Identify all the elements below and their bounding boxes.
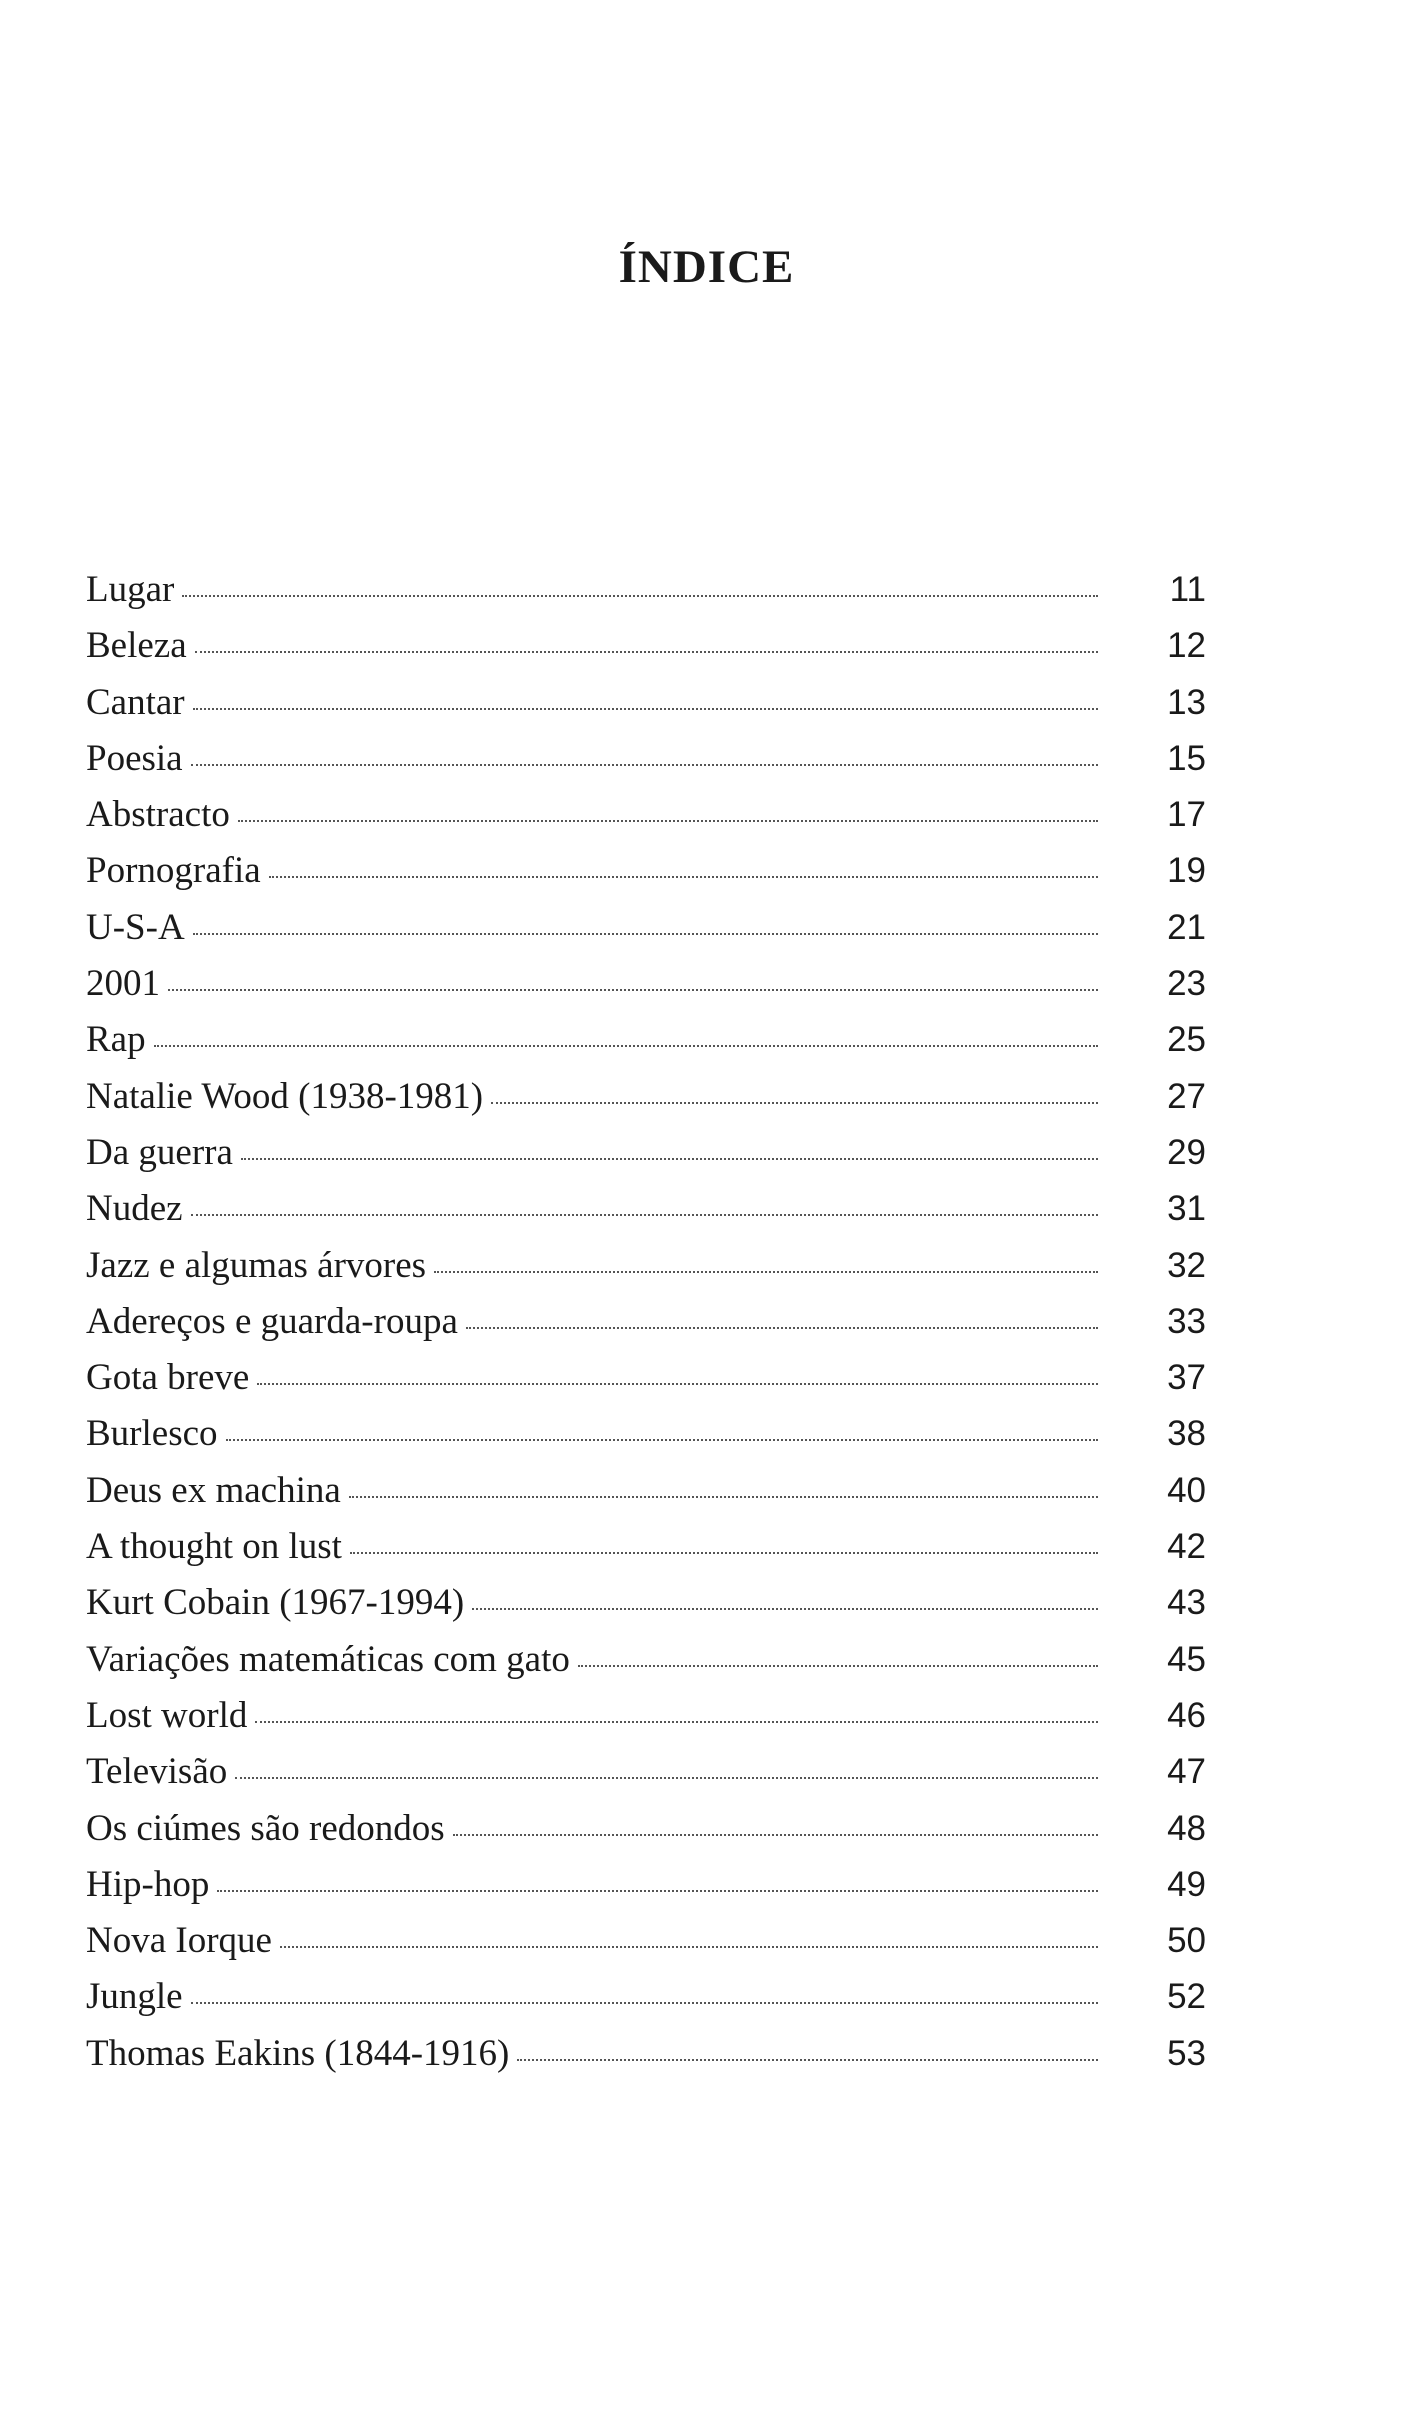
toc-entry-page-number: 50 xyxy=(1167,1921,1206,1961)
toc-entry-page-number: 52 xyxy=(1167,1977,1206,2017)
dot-leader xyxy=(191,764,1098,766)
toc-entry xyxy=(86,1575,1206,1631)
toc-entry-title: A thought on lust xyxy=(86,1526,342,1568)
toc-entry-page-number: 40 xyxy=(1167,1470,1206,1510)
toc-entry-page-number: 17 xyxy=(1167,795,1206,835)
dot-leader xyxy=(269,876,1098,878)
toc-entry-page-number: 47 xyxy=(1167,1752,1206,1792)
toc-entry-page-number: 46 xyxy=(1167,1695,1206,1735)
toc-entry xyxy=(86,1294,1206,1350)
toc-entry-page-number: 53 xyxy=(1167,2033,1206,2073)
dot-leader xyxy=(238,820,1098,822)
toc-entry-page-number: 45 xyxy=(1167,1639,1206,1679)
toc-entry xyxy=(86,1857,1206,1913)
toc-entry-title: Kurt Cobain (1967-1994) xyxy=(86,1582,465,1624)
toc-entry-title: Os ciúmes são redondos xyxy=(86,1807,445,1849)
toc-entry xyxy=(86,1181,1206,1237)
dot-leader xyxy=(350,1552,1098,1554)
dot-leader xyxy=(195,651,1098,653)
toc-entry-title: Burlesco xyxy=(86,1413,218,1455)
toc-entry xyxy=(86,1012,1206,1068)
toc-entry-title: Variações matemáticas com gato xyxy=(86,1638,570,1680)
toc-entry-page-number: 11 xyxy=(1169,570,1206,609)
toc-entry xyxy=(86,2026,1206,2082)
toc-entry xyxy=(86,1350,1206,1406)
toc-entry-title: U-S-A xyxy=(86,906,185,948)
toc-entry-page-number: 25 xyxy=(1167,1020,1206,1060)
toc-entry-title: Cantar xyxy=(86,681,185,723)
toc-entry xyxy=(86,900,1206,956)
toc-entry xyxy=(86,1744,1206,1800)
toc-entry-page-number: 33 xyxy=(1167,1301,1206,1341)
toc-entry xyxy=(86,1463,1206,1519)
dot-leader xyxy=(434,1271,1098,1273)
toc-entry-page-number: 43 xyxy=(1167,1583,1206,1623)
dot-leader xyxy=(193,708,1098,710)
toc-entry xyxy=(86,1069,1206,1125)
toc-entry xyxy=(86,1969,1206,2025)
toc-entry xyxy=(86,1125,1206,1181)
toc-entry-title: Jazz e algumas árvores xyxy=(86,1244,427,1286)
dot-leader xyxy=(191,2002,1098,2004)
toc-entry-page-number: 29 xyxy=(1167,1132,1206,1172)
toc-entry-title: Thomas Eakins (1844-1916) xyxy=(86,2032,510,2074)
toc-entry-title: Natalie Wood (1938-1981) xyxy=(86,1075,484,1117)
toc-entry-title: Gota breve xyxy=(86,1357,250,1399)
toc-entry xyxy=(86,1238,1206,1294)
toc-entry xyxy=(86,1913,1206,1969)
toc-entry-page-number: 15 xyxy=(1167,738,1206,778)
dot-leader xyxy=(453,1834,1098,1836)
dot-leader xyxy=(168,989,1098,991)
toc-entry xyxy=(86,562,1206,618)
dot-leader xyxy=(491,1102,1098,1104)
toc-entry xyxy=(86,956,1206,1012)
dot-leader xyxy=(226,1439,1098,1441)
toc-entry-page-number: 27 xyxy=(1167,1076,1206,1116)
dot-leader xyxy=(235,1777,1098,1779)
toc-entry xyxy=(86,675,1206,731)
toc-entry-title: Poesia xyxy=(86,737,183,779)
toc-entry-page-number: 38 xyxy=(1167,1414,1206,1454)
page-title: ÍNDICE xyxy=(618,241,795,294)
dot-leader xyxy=(191,1214,1098,1216)
toc-entry-page-number: 13 xyxy=(1167,682,1206,722)
dot-leader xyxy=(466,1327,1098,1329)
toc-entry-title: Da guerra xyxy=(86,1131,233,1173)
toc-entry-page-number: 49 xyxy=(1167,1864,1206,1904)
dot-leader xyxy=(182,595,1098,597)
dot-leader xyxy=(349,1496,1098,1498)
toc-entry-title: Pornografia xyxy=(86,850,261,892)
dot-leader xyxy=(255,1721,1098,1723)
toc-entry-title: Televisão xyxy=(86,1751,228,1793)
toc-entry-title: Deus ex machina xyxy=(86,1469,341,1511)
dot-leader xyxy=(241,1158,1098,1160)
dot-leader xyxy=(472,1608,1098,1610)
toc-entry-title: Hip-hop xyxy=(86,1863,210,1905)
toc-entry xyxy=(86,1801,1206,1857)
toc-entry-page-number: 48 xyxy=(1167,1808,1206,1848)
dot-leader xyxy=(280,1946,1098,1948)
toc-entry-page-number: 19 xyxy=(1167,851,1206,891)
toc-entry-page-number: 21 xyxy=(1167,907,1206,947)
table-of-contents xyxy=(86,562,1206,2082)
toc-entry-title: Rap xyxy=(86,1019,146,1061)
dot-leader xyxy=(154,1045,1098,1047)
toc-entry-title: Lugar xyxy=(86,569,175,610)
toc-entry-page-number: 31 xyxy=(1167,1189,1206,1229)
toc-entry xyxy=(86,1519,1206,1575)
toc-entry-title: Beleza xyxy=(86,625,187,667)
dot-leader xyxy=(517,2059,1098,2061)
toc-entry xyxy=(86,787,1206,843)
toc-entry-title: Nova Iorque xyxy=(86,1920,272,1962)
toc-entry-page-number: 12 xyxy=(1167,626,1206,666)
toc-entry-title: 2001 xyxy=(86,963,160,1005)
toc-entry xyxy=(86,1632,1206,1688)
toc-entry-page-number: 42 xyxy=(1167,1527,1206,1567)
toc-entry-page-number: 32 xyxy=(1167,1245,1206,1285)
toc-entry xyxy=(86,1688,1206,1744)
toc-entry-title: Adereços e guarda-roupa xyxy=(86,1300,458,1342)
dot-leader xyxy=(217,1890,1098,1892)
toc-entry xyxy=(86,843,1206,899)
toc-entry xyxy=(86,731,1206,787)
toc-entry-title: Jungle xyxy=(86,1976,183,2018)
toc-entry-page-number: 23 xyxy=(1167,964,1206,1004)
toc-entry-page-number: 37 xyxy=(1167,1358,1206,1398)
toc-entry-title: Nudez xyxy=(86,1188,183,1230)
toc-entry xyxy=(86,618,1206,674)
dot-leader xyxy=(578,1665,1098,1667)
toc-entry-title: Lost world xyxy=(86,1694,248,1736)
toc-entry-title: Abstracto xyxy=(86,794,230,836)
toc-entry xyxy=(86,1406,1206,1462)
dot-leader xyxy=(257,1383,1098,1385)
dot-leader xyxy=(193,933,1098,935)
